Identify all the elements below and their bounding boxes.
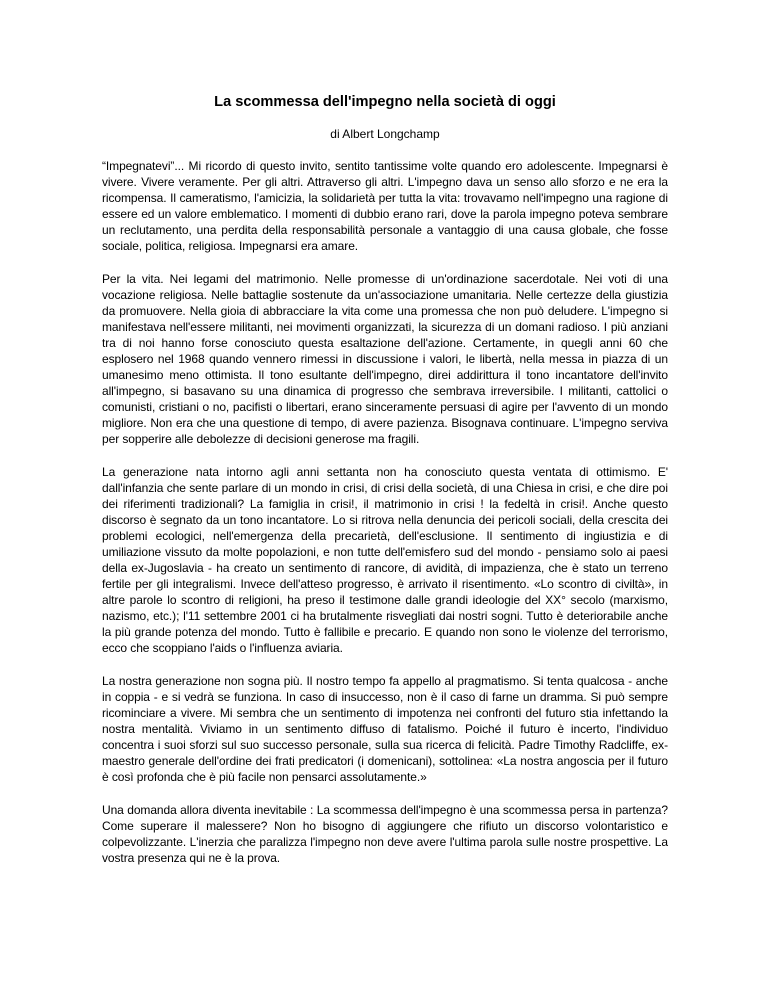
paragraph-1: “Impegnatevi”... Mi ricordo di questo invito, sentito tantissime volte quando ero adolescente. Impegnarsi è vivere. Vivere veramente. Per gli altri. Attraverso gli altri. L'impegno dava un senso allo sforzo e ne era la ricompensa. Il cameratismo, l'amicizia, la solidarietà per tutta la vita: trovavamo nell'impegno una ragione di essere ed un valore emblematico. I momenti di dubbio erano rari, dove la parola impegno poteva sembrare un reclutamento, una perdita della responsabilità personale a vantaggio di una causa globale, che fosse sociale, politica, religiosa. Impegnarsi era amare. bbox=[102, 159, 668, 253]
paragraph-4: La nostra generazione non sogna più. Il nostro tempo fa appello al pragmatismo. Si tenta qualcosa - anche in coppia - e si vedrà se funziona. In caso di insuccesso, non è il caso di farne un dramma. Si può sempre ricominciare a vivere. Mi sembra che un sentimento di impotenza nei confronti del futuro stia infettando la nostra mentalità. Viviamo in un sentimento diffuso di fatalismo. Poiché il futuro è incerto, l'individuo concentra i suoi sforzi sul suo successo personale, sulla sua ricerca di felicità. Padre Timothy Radcliffe, ex-maestro generale dell'ordine dei frati predicatori (i domenicani), sottolinea: «La nostra angoscia per il futuro è così profonda che è più facile non pensarci assolutamente.» bbox=[102, 674, 668, 784]
author-line: di Albert Longchamp bbox=[330, 127, 440, 141]
paragraph-5: Una domanda allora diventa inevitabile : La scommessa dell'impegno è una scommessa persa in partenza? Come superare il malessere? Non ho bisogno di aggiungere che rifiuto un discorso volontaristico e colpevolizzante. L'inerzia che paralizza l'impegno non deve avere l'ultima parola sulle nostre prospettive. La vostra presenza qui ne è la prova. bbox=[102, 803, 668, 865]
paragraph-3: La generazione nata intorno agli anni settanta non ha conosciuto questa ventata di ottimismo. E' dall'infanzia che sente parlare di un mondo in crisi, di crisi della società, di una Chiesa in crisi, e che dire poi dei riferimenti tradizionali? La famiglia in crisi!, il matrimonio in crisi ! la fedeltà in crisi!. Anche questo discorso è segnato da un tono incantatore. Lo si ritrova nella denuncia dei pericoli sociali, della crescita dei problemi ecologici, nell'emergenza della precarietà, dell'esclusione. Il sentimento di ingiustizia e di umiliazione vissuto da molte popolazioni, e non tutte dell'emisfero sud del mondo - pensiamo solo ai paesi della ex-Jugoslavia - ha creato un sentimento di rancore, di avidità, di impazienza, che è stato un terreno fertile per gli integralismi. Invece dell'atteso progresso, è arrivato il risentimento. «Lo scontro di civiltà», in altre parole lo scontro di religioni, ha preso il testimone dalle grandi ideologie del XX° secolo (marxismo, nazismo, etc.); l'11 settembre 2001 ci ha brutalmente risvegliati dai nostri sogni. Tutto è deteriorabile anche la più grande potenza del mondo. Tutto è fallibile e precario. E quando non sono le violenze del terrorismo, ecco che scoppiano l'aids o l'influenza aviaria. bbox=[102, 465, 668, 655]
page-title: La scommessa dell'impegno nella società di oggi bbox=[214, 94, 556, 110]
document-page bbox=[102, 70, 668, 866]
paragraph-2: Per la vita. Nei legami del matrimonio. Nelle promesse di un'ordinazione sacerdotale. Nei voti di una vocazione religiosa. Nelle battaglie sostenute da un'associazione umanitaria. Nelle certezze della giustizia da promuovere. Nella gioia di abbracciare la vita come una promessa che non può deludere. L'impegno si manifestava nell'essere militanti, nei movimenti organizzati, la sicurezza di un domani radioso. I più anziani tra di noi hanno forse conosciuto questa esaltazione dell'azione. Certamente, in quegli anni 60 che esplosero nel 1968 quando vennero rimessi in discussione i valori, le libertà, nella messa in piazza di un umanesimo meno ottimista. Il tono esultante dell'impegno, direi addirittura il tono incantatore dell'invito all'impegno, si basavano su una dinamica di progresso che sembrava irreversibile. I militanti, cattolici o comunisti, cristiani o no, pacifisti o libertari, erano sinceramente persuasi di agire per l'avvento di un mondo migliore. Non era che una questione di tempo, di avere pazienza. Bisognava continuare. L'impegno serviva per sopperire alle debolezze di decisioni generose ma fragili. bbox=[102, 272, 668, 446]
